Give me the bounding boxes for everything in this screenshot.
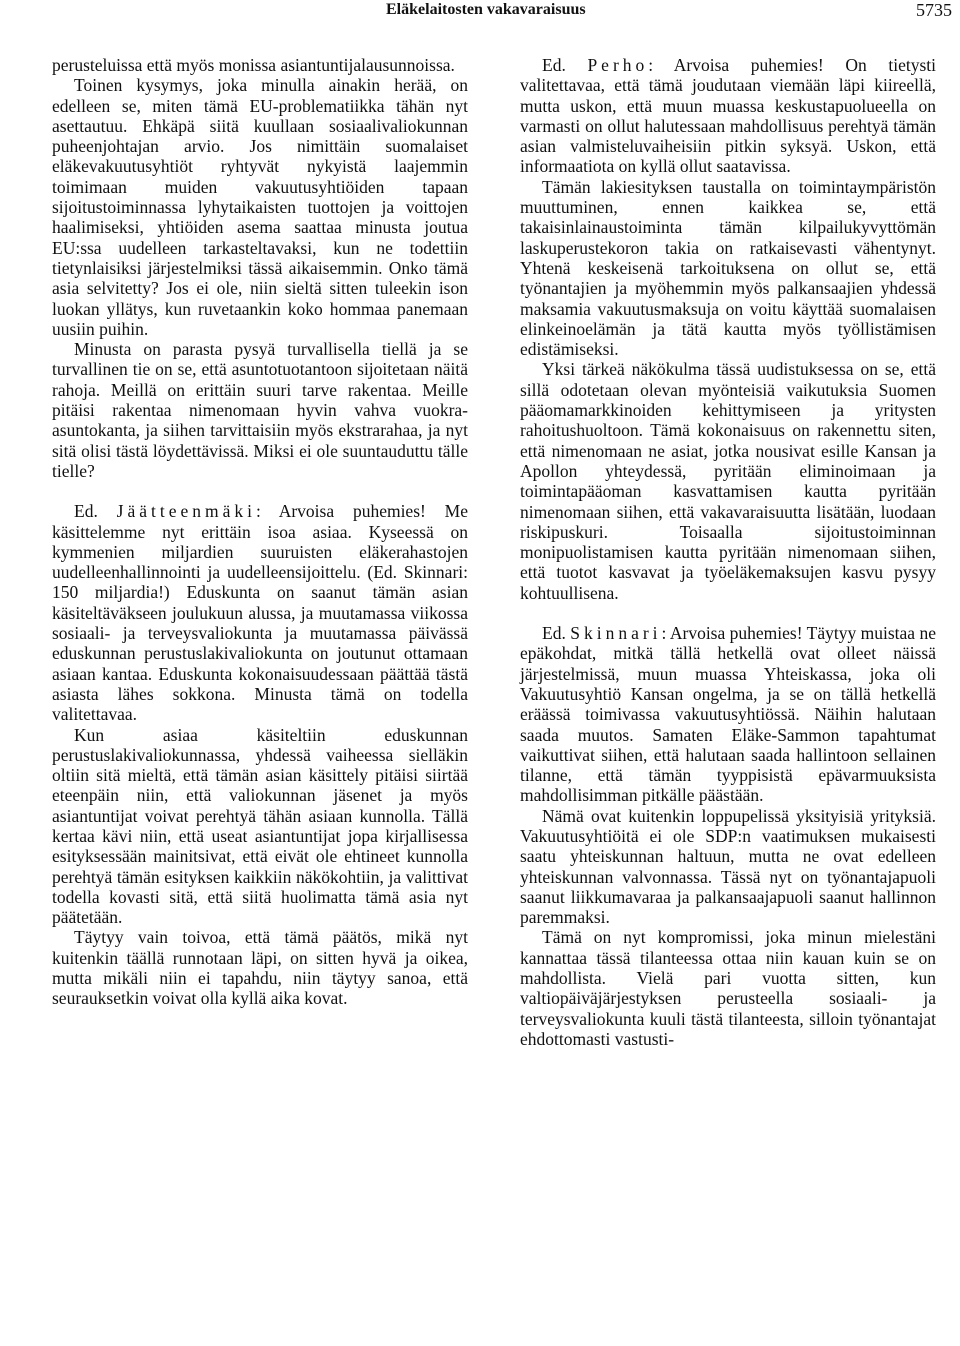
speech-text: : Arvoisa puhemies! Täytyy muistaa ne epäkohdat, mitkä tällä hetkellä ovat olleet näissä järjestelmissä, muun muassa Yhteiskassa, joka oli Vakuutusyhtiö Kansan ongelma, ja se on tällä hetkellä eräässä toimivassa vakuutusyhtiössä. Näihin halutaan saada muutos. Samaten Eläke-Sammon tapahtumat vaikuttivat siihen, että halutaan saada hallintoon sellainen tilanne, että tämän tyyppisistä epävarmuuksista mahdollisimman pitkälle päästään. xyxy=(520,623,936,806)
paragraph: Tämä on nyt kompromissi, joka minun mielestäni kannattaa tässä tilanteessa ottaa niin kauan kuin se on mahdollista. Vielä pari vuotta sitten, kun valtiopäiväjärjestyksen perusteella sosiaali- ja terveysvaliokunta kuuli tästä tilanteesta, silloin työnantajat ehdottomasti vastusti- xyxy=(520,927,936,1049)
left-column xyxy=(52,55,468,1009)
paragraph: Nämä ovat kuitenkin loppupelissä yksityisiä yrityksiä. Vakuutusyhtiöitä ei ole SDP:n vaatimuksen mukaisesti saatu yhteiskunnan haltuun, mutta ne ovat edelleen yhteiskunnan valvonnassa. Tässä nyt on työnantajapuoli saanut liikkumavaraa ja palkansaajapuoli saanut hallinnon paremmaksi. xyxy=(520,805,936,928)
speaker-name: Perho xyxy=(587,55,649,75)
right-column xyxy=(520,55,936,1049)
speaker-prefix: Ed. xyxy=(74,501,117,522)
paragraph: Yksi tärkeä näkökulma tässä uudistuksessa on se, että sillä odotetaan olevan myönteisiä vaikutuksia Suomen pääomamarkkinoiden kehittymiseen ja yritysten rahoitushuoltoon. Tämä kokonaisuus on rakennettu siten, että nimenomaan ne asiat, jotka nousivat esille Kansan ja Apollon yhteydessä, pyritään eliminoimaan ja toimintapääoman kasvattamisen kautta pyritään nimenomaan siihen, että vakavaraisuutta lisätään, luodaan riskipuskuri. Toisaalla sijoitustoiminnan monipuolistamisen kautta pyritään nimenomaan siihen, että tuotot kasvavat ja työeläkemaksujen kasvu pysyy kohtuullisena. xyxy=(520,359,936,603)
paragraph: Tämän lakiesityksen taustalla on toimintaympäristön muuttuminen, ennen kaikkea se, että takaisinlainaustoiminta tämän kilpailukyvyttömän laskuperustekoron takia on ratkaisevasti vähentynyt. Yhtenä keskeisenä tarkoituksena on ollut se, että työnantajien ja myöhemmin myös palkansaajien yhdessä maksamia vakuutusmaksuja on voitu käyttää suomalaisen elinkeinoelämän ja tätä kautta myös työllistämisen edistämiseksi. xyxy=(520,176,936,360)
speaker-prefix: Ed. xyxy=(542,623,571,644)
paragraph: Toinen kysymys, joka minulla ainakin herää, on edelleen se, miten tämä EU-problematiikka tähän nyt asettautuu. Ehkäpä siitä kuullaan sosiaalivaliokunnan puheenjohtajan arvio. Jos nimittäin suomalaiset eläkevakuutusyhtiöt ryhtyvät nykyistä laajemmin toimimaan muiden vakuutusyhtiöiden tapaan sijoitustoiminnassa lyhytaikaisten tuottojen ja voittojen haalimiseksi, yhtiöiden asema saattaa minusta joutua EU:ssa uudelleen tarkasteltavaksi, kun ne todettiin tietynlaisiksi järjestelmiksi tässä aikaisemmin. Onko tämä asia selvitetty? Jos ei ole, niin sieltä sitten tuleekin ison luokan yllätys, kun ruvetaankin koko hommaa panemaan uusiin puihin. xyxy=(52,75,468,339)
page-header xyxy=(0,0,960,24)
paragraph: Minusta on parasta pysyä turvallisella tiellä ja se turvallinen tie on se, että asuntotuotantoon sijoitetaan näitä rahoja. Meillä on erittäin suuri tarve rakentaa. Meille pitäisi rakentaa nimenomaan hyvin vahva vuokra-asuntokanta, ja siihen tarvittaisiin myös ekstrarahaa, ja nyt sitä olisi tästä löydettävissä. Miksi ei ole suuntauduttu tälle tielle? xyxy=(52,339,468,481)
paragraph: perusteluissa että myös monissa asiantuntijalausunnoissa. xyxy=(52,55,455,75)
speech-paragraph xyxy=(52,501,468,724)
speaker-name: Skinnari xyxy=(570,623,662,644)
speech-text: : Arvoisa puhemies! On tietysti valitettavaa, että tämä joudutaan viemään läpi kiireellä, mutta uskon, että muun muassa keskustapuolueella on varmasti on ollut halutessaan mahdollisuus perehtyä tämän asian valmisteluvaiheisiin pitkin syksyä. Uskon, että informaatiota on kyllä ollut saatavissa. xyxy=(520,55,936,177)
paragraph: Täytyy vain toivoa, että tämä päätös, mikä nyt kuitenkin täällä runnotaan läpi, on sitten hyvä ja oikea, mutta mikäli niin ei tapahdu, niin täytyy sanoa, että seurauksetkin voivat olla kyllä aika kovat. xyxy=(52,927,468,1009)
speech-paragraph xyxy=(520,55,936,177)
speech-paragraph xyxy=(520,623,936,806)
speaker-name: Jäätteenmäki xyxy=(116,501,256,522)
paragraph: Kun asiaa käsiteltiin eduskunnan perustuslakivaliokunnassa, yhdessä vaiheessa sielläkin oltiin sitä mieltä, että tämän asian käsittely pitäisi siirtää eteenpäin niin, että valiokunnan jäsenet ja myös asiantuntijat voivat perehtyä tähän asiaan kunnolla. Tällä kertaa kävi niin, että useat asiantuntijat jopa kirjallisessa esityksessään mainitsivat, että eivät ole ehtineet kunnolla perehtyä tämän esityksen kaikkiin näkökohtiin, ja valittivat todella kovasti sitä, että siitä huolimatta tämä asia nyt päätetään. xyxy=(52,724,468,928)
speaker-prefix: Ed. xyxy=(542,55,588,75)
page-number: 5735 xyxy=(916,0,952,20)
speech-text: : Arvoisa puhemies! Me käsittelemme nyt erittäin isoa asiaa. Kyseessä on kymmenien miljardien suuruisten eläkerahastojen uudelleenhallinnointi ja uudelleensijoittelu. (Ed. Skinnari: 150 miljardia!) Eduskunta on saanut tämän asian käsiteltäväkseen joulukuun alussa, ja muutamassa viikossa sosiaali- ja terveysvaliokunta ja muutamassa päivässä eduskunnan perustuslakivaliokunta on joutunut ottamaan asiaan kantaa. Eduskunta kokonaisuudessaan päättää tästä asiasta lähes sokkona. Minusta tämä on todella valitettavaa. xyxy=(52,501,468,725)
running-title: Eläkelaitosten vakavaraisuus xyxy=(386,1,586,18)
